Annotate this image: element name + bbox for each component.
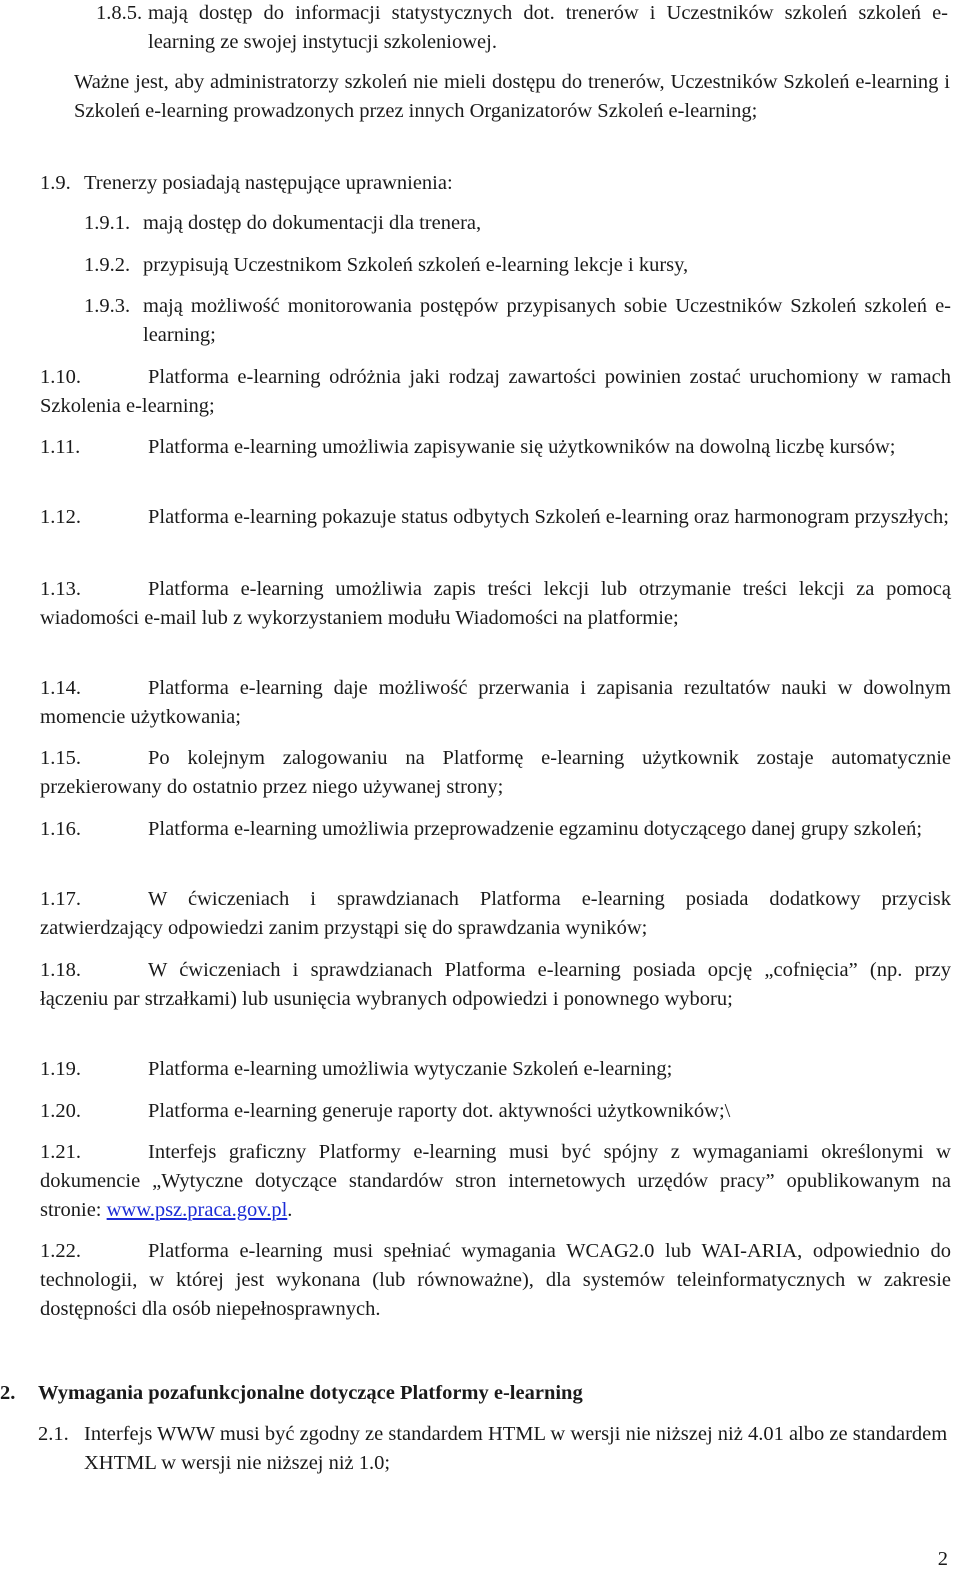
item-text: 1.16. Platforma e-learning umożliwia przeprowadzenie egzaminu dotyczącego danej grupy szkoleń; [40,815,951,844]
item-number: 1.15. [40,747,81,769]
item-number: 1.11. [40,436,81,458]
item-text: 1.22. Platforma e-learning musi spełniać wymagania WCAG2.0 lub WAI-ARIA, odpowiednio do technologii, w której jest wykonana (lub równoważne), dla systemów teleinformatycznych w zakresie dostępności dla osób niepełnosprawnych. [40,1237,951,1324]
item-number: 1.17. [40,888,81,910]
item-text: 1.21. Interfejs graficzny Platformy e-learning musi być spójny z wymaganiami określonymi w dokumencie „Wytyczne dotyczące standardów stron internetowych urzędów pracy” opublikowanym na stronie: www.psz.praca.gov.pl. [40,1138,951,1225]
item-text: 1.17. W ćwiczeniach i sprawdzianach Platforma e-learning posiada dodatkowy przycisk zatwierdzający odpowiedzi zanim przystąpi się do sprawdzania wyników; [40,885,951,943]
item-number: 1.9.3. [84,295,131,317]
item-number: 1.8.5. [96,2,143,24]
item-number: 1.12. [40,506,81,528]
item-number: 1.13. [40,578,81,600]
psz-website-link[interactable]: www.psz.praca.gov.pl [106,1199,288,1221]
item-number: 1.9.2. [84,254,131,276]
paragraph-note: Ważne jest, aby administratorzy szkoleń nie mieli dostępu do trenerów, Uczestników Szkoleń e-learning i Szkoleń e-learning prowadzonych przez innych Organizatorów Szkoleń e-learning; [74,71,950,122]
item-text: 1.19. Platforma e-learning umożliwia wytyczanie Szkoleń e-learning; [40,1055,951,1084]
item-number: 2.1. [38,1423,69,1445]
item-text: 1.14. Platforma e-learning daje możliwość przerwania i zapisania rezultatów nauki w dowolnym momencie użytkowania; [40,674,951,732]
item-number: 1.9.1. [84,212,131,234]
section-number: 2. [0,1382,16,1404]
item-number: 1.19. [40,1058,81,1080]
item-number: 1.21. [40,1141,81,1163]
item-text: mają dostęp do dokumentacji dla trenera, [143,212,482,234]
item-text: Trenerzy posiadają następujące uprawnienia: [84,172,453,194]
item-text: 1.12. Platforma e-learning pokazuje status odbytych Szkoleń e-learning oraz harmonogram przyszłych; [40,503,951,532]
item-text: 1.10. Platforma e-learning odróżnia jaki rodzaj zawartości powinien zostać uruchomiony w ramach Szkolenia e-learning; [40,363,951,421]
item-number: 1.9. [40,172,71,194]
item-text: mają możliwość monitorowania postępów przypisanych sobie Uczestników Szkoleń szkoleń e-learning; [143,295,951,346]
item-text: 1.13. Platforma e-learning umożliwia zapis treści lekcji lub otrzymanie treści lekcji za pomocą wiadomości e-mail lub z wykorzystaniem modułu Wiadomości na platformie; [40,575,951,633]
item-text: 1.20. Platforma e-learning generuje raporty dot. aktywności użytkowników;\ [40,1097,951,1126]
item-text: mają dostęp do informacji statystycznych dot. trenerów i Uczestników szkoleń szkoleń e-learning ze swojej instytucji szkoleniowej. [148,2,948,53]
item-text: Interfejs WWW musi być zgodny ze standardem HTML w wersji nie niższej niż 4.01 albo ze standardem XHTML w wersji nie niższej niż 1.0; [84,1423,948,1474]
item-text: 1.11. Platforma e-learning umożliwia zapisywanie się użytkowników na dowolną liczbę kursów; [40,433,951,462]
item-text: 1.15. Po kolejnym zalogowaniu na Platformę e-learning użytkownik zostaje automatycznie przekierowany do ostatnio przez niego używanej strony; [40,744,951,802]
item-text: 1.18. W ćwiczeniach i sprawdzianach Platforma e-learning posiada opcję „cofnięcia” (np. przy łączeniu par strzałkami) lub usunięcia wybranych odpowiedzi i ponownego wyboru; [40,956,951,1014]
item-number: 1.14. [40,677,81,699]
section-title: Wymagania pozafunkcjonalne dotyczące Platformy e-learning [38,1382,583,1404]
item-number: 1.10. [40,366,81,388]
page-number: 2 [937,1548,948,1570]
item-number: 1.22. [40,1240,81,1262]
item-text: przypisują Uczestnikom Szkoleń szkoleń e-learning lekcje i kursy, [143,254,689,276]
item-number: 1.16. [40,818,81,840]
item-number: 1.20. [40,1100,81,1122]
item-number: 1.18. [40,959,81,981]
